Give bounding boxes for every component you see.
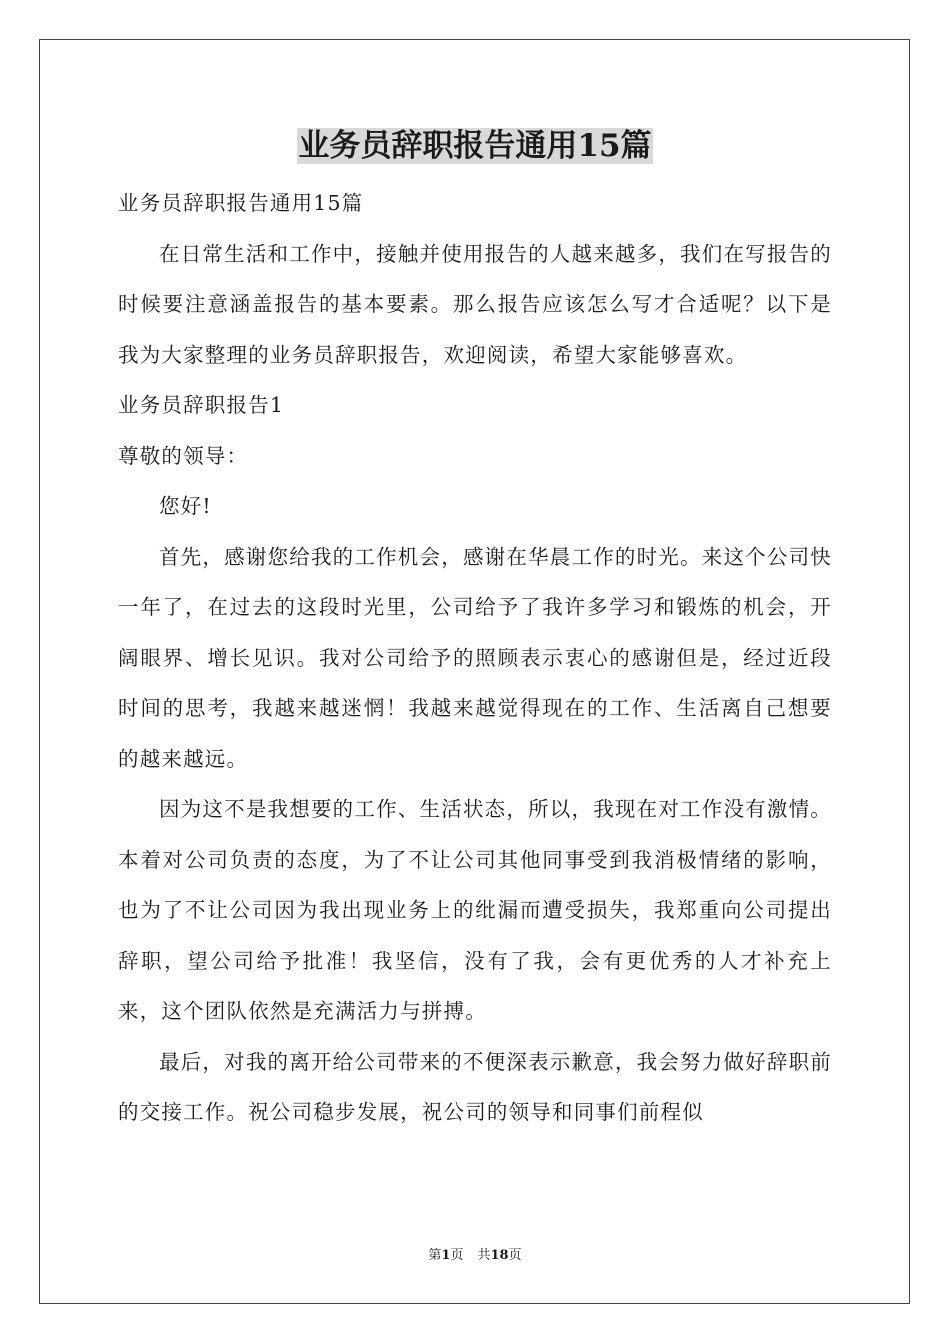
total-suffix: 页: [508, 1248, 522, 1263]
page-number: 1: [441, 1248, 451, 1263]
total-pages: 18: [490, 1248, 509, 1263]
greeting: 您好!: [159, 494, 212, 518]
section-heading: 业务员辞职报告1: [118, 393, 285, 417]
document-title: [0, 124, 950, 168]
page-prefix: 第: [428, 1248, 442, 1263]
total-prefix: 共: [477, 1248, 491, 1263]
document-body: [118, 178, 832, 1138]
body-paragraph: 最后，对我的离开给公司带来的不便深表示歉意，我会努力做好辞职前的交接工作。祝公司稳步发展，祝公司的领导和同事们前程似: [118, 1049, 832, 1124]
intro-paragraph: 在日常生活和工作中，接触并使用报告的人越来越多，我们在写报告的时候要注意涵盖报告的基本要素。那么报告应该怎么写才合适呢？以下是我为大家整理的业务员辞职报告，欢迎阅读，希望大家能够喜欢。: [118, 241, 832, 367]
page-suffix: 页: [450, 1248, 464, 1263]
body-paragraph: 首先，感谢您给我的工作机会，感谢在华晨工作的时光。来这个公司快一年了，在过去的这段时光里，公司给予了我许多学习和锻炼的机会，开阔眼界、增长见识。我对公司给予的照顾表示衷心的感谢但是，经过近段时间的思考，我越来越迷惘！我越来越觉得现在的工作、生活离自己想要的越来越远。: [118, 544, 832, 771]
body-paragraph: 因为这不是我想要的工作、生活状态，所以，我现在对工作没有激情。本着对公司负责的态度，为了不让公司其他同事受到我消极情绪的影响，也为了不让公司因为我出现业务上的纰漏而遭受损失，我郑重向公司提出辞职，望公司给予批准！我坚信，没有了我，会有更优秀的人才补充上来，这个团队依然是充满活力与拼搏。: [118, 797, 832, 1023]
document-title-text: 业务员辞职报告通用15篇: [298, 128, 652, 164]
document-subtitle: 业务员辞职报告通用15篇: [118, 191, 364, 215]
salutation: 尊敬的领导：: [118, 443, 249, 468]
page-footer: [0, 1247, 950, 1265]
